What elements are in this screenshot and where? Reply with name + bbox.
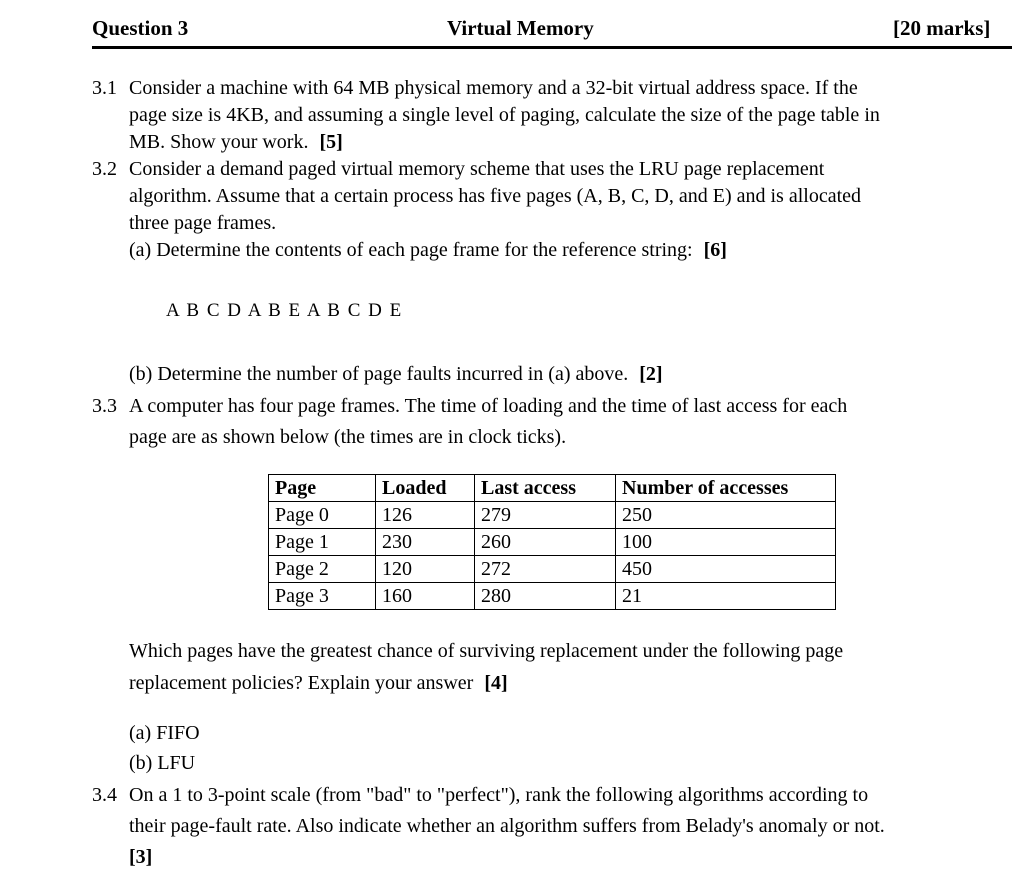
q34-line1: On a 1 to 3-point scale (from "bad" to "perfect"), rank the following algorithms according to [129, 784, 869, 806]
q31-line2: page size is 4KB, and assuming a single level of paging, calculate the size of the page table in [129, 104, 880, 126]
q32-line3: three page frames. [129, 212, 277, 234]
total-marks: [20 marks] [893, 16, 991, 40]
section-title: Virtual Memory [447, 16, 594, 40]
table-cell: 120 [376, 556, 475, 583]
q31-line1: Consider a machine with 64 MB physical memory and a 32-bit virtual address space. If the [129, 77, 858, 99]
q33-question-line2-text: replacement policies? Explain your answer [129, 672, 474, 694]
table-cell: 279 [475, 502, 616, 529]
table-cell: Page 0 [269, 502, 376, 529]
q32-number: 3.2 [92, 158, 117, 180]
header-divider [92, 46, 1012, 49]
table-header-cell: Number of accesses [616, 475, 836, 502]
table-cell: 250 [616, 502, 836, 529]
q33-option-a: (a) FIFO [129, 722, 200, 744]
q32-part-b-text: (b) Determine the number of page faults incurred in (a) above. [129, 363, 629, 385]
table-cell: 272 [475, 556, 616, 583]
table-row [269, 583, 836, 610]
table-cell: Page 1 [269, 529, 376, 556]
q31-number: 3.1 [92, 77, 117, 99]
q34-points: [3] [129, 846, 153, 868]
table-header-cell: Last access [475, 475, 616, 502]
table-header-cell: Loaded [376, 475, 475, 502]
q34-line2: their page-fault rate. Also indicate whether an algorithm suffers from Belady's anomaly or not. [129, 815, 885, 837]
q33-option-b: (b) LFU [129, 752, 196, 774]
table-cell: 160 [376, 583, 475, 610]
q31-line3 [129, 129, 343, 156]
q31-line3-text: MB. Show your work. [129, 131, 309, 153]
q32-part-b-points: [2] [639, 363, 663, 385]
q32-part-a-points: [6] [703, 239, 727, 261]
table-cell: 260 [475, 529, 616, 556]
q34-number: 3.4 [92, 784, 117, 806]
table-cell: 21 [616, 583, 836, 610]
q33-line1: A computer has four page frames. The time of loading and the time of last access for each [129, 395, 848, 417]
q32-part-b [129, 361, 663, 388]
table-header-row [269, 475, 836, 502]
table-row [269, 502, 836, 529]
q32-line1: Consider a demand paged virtual memory scheme that uses the LRU page replacement [129, 158, 825, 180]
q33-question-points: [4] [484, 672, 508, 694]
q32-part-a [129, 237, 727, 264]
reference-string: A B C D A B E A B C D E [166, 300, 403, 321]
table-row [269, 556, 836, 583]
table-cell: Page 2 [269, 556, 376, 583]
q33-line2: page are as shown below (the times are in clock ticks). [129, 426, 567, 448]
table-cell: 126 [376, 502, 475, 529]
q33-question-line1: Which pages have the greatest chance of surviving replacement under the following page [129, 640, 844, 662]
table-cell: 100 [616, 529, 836, 556]
table-cell: 280 [475, 583, 616, 610]
q32-line2: algorithm. Assume that a certain process has five pages (A, B, C, D, and E) and is allocated [129, 185, 862, 207]
page-access-table [268, 474, 836, 610]
table-header-cell: Page [269, 475, 376, 502]
q33-question-line2 [129, 670, 508, 697]
q31-points: [5] [319, 131, 343, 153]
q33-number: 3.3 [92, 395, 117, 417]
q32-part-a-text: (a) Determine the contents of each page frame for the reference string: [129, 239, 693, 261]
table-cell: Page 3 [269, 583, 376, 610]
table-cell: 450 [616, 556, 836, 583]
question-label: Question 3 [92, 16, 189, 40]
table-cell: 230 [376, 529, 475, 556]
table-row [269, 529, 836, 556]
